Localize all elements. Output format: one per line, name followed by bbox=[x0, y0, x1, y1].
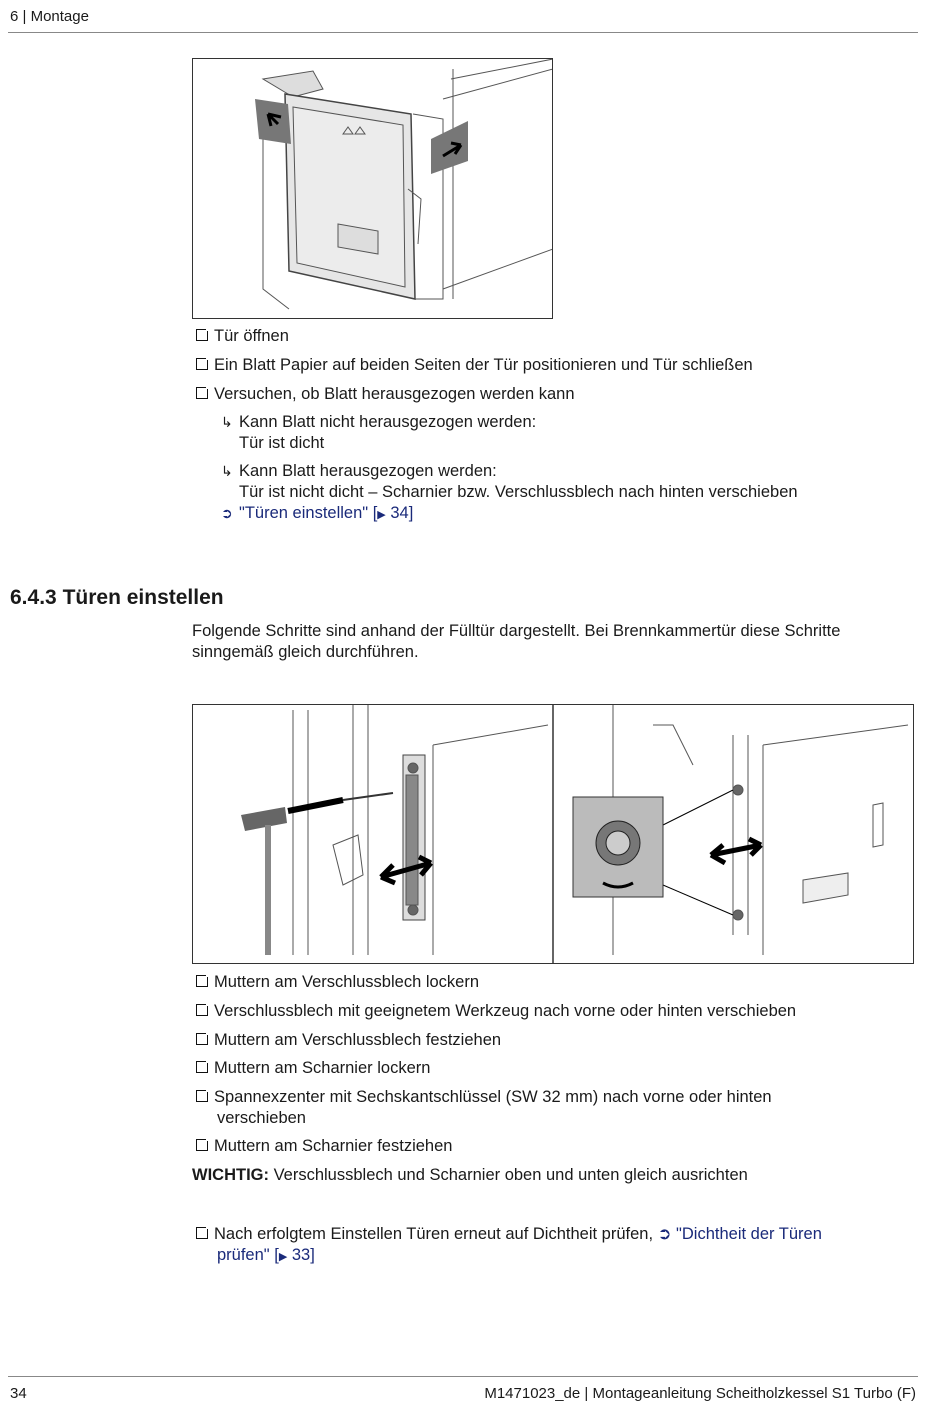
link-dichtheit[interactable]: ➲ "Dichtheit der Türen bbox=[657, 1225, 822, 1243]
checkbox-icon bbox=[196, 387, 208, 399]
result-arrow-icon: ↳ bbox=[221, 414, 233, 430]
checkbox-icon bbox=[196, 358, 208, 370]
step-list-item: Muttern am Verschlussblech lockern bbox=[196, 972, 479, 993]
figure-door-paper-test bbox=[192, 58, 553, 319]
step-list-item: Tür öffnen bbox=[196, 326, 289, 347]
step-list-item: Muttern am Verschlussblech festziehen bbox=[196, 1030, 501, 1051]
step-list-item: Verschlussblech mit geeignetem Werkzeug nach vorne oder hinten verschieben bbox=[196, 1001, 796, 1022]
checkbox-icon bbox=[196, 329, 208, 341]
result-arrow-icon: ↳ bbox=[221, 463, 233, 479]
checkbox-icon bbox=[196, 1033, 208, 1045]
result-item: ↳ Kann Blatt nicht herausgezogen werden: Tür ist dicht bbox=[221, 413, 537, 452]
checkbox-icon bbox=[196, 1061, 208, 1073]
header-rule bbox=[8, 32, 918, 33]
checkbox-icon bbox=[196, 1227, 208, 1239]
step-list-item: Ein Blatt Papier auf beiden Seiten der Tür positionieren und Tür schließen bbox=[196, 355, 753, 376]
footer-rule bbox=[8, 1376, 918, 1377]
link-dichtheit-cont[interactable]: prüfen" [▶ 33] bbox=[217, 1246, 315, 1264]
step-list-item: Nach erfolgtem Einstellen Türen erneut auf Dichtheit prüfen, ➲ "Dichtheit der Türen prüfen" [▶ 33] bbox=[196, 1224, 822, 1268]
step-list-item: Muttern am Scharnier lockern bbox=[196, 1058, 430, 1079]
step-list-item: Muttern am Scharnier festziehen bbox=[196, 1136, 452, 1157]
section-heading: 6.4.3 Türen einstellen bbox=[10, 586, 224, 609]
step-list-item: Versuchen, ob Blatt herausgezogen werden kann bbox=[196, 384, 575, 405]
step-list-item: Spannexzenter mit Sechskantschlüssel (SW 32 mm) nach vorne oder hinten verschieben bbox=[196, 1087, 772, 1129]
figure-door-adjust bbox=[192, 704, 914, 964]
result-item: ↳ Kann Blatt herausgezogen werden: Tür ist nicht dicht – Scharnier bzw. Verschlussblech nach hinten verschieben ➲ "Türen einstellen" [▶ 34] bbox=[221, 462, 798, 522]
page-number: 34 bbox=[10, 1385, 27, 1402]
checkbox-icon bbox=[196, 1004, 208, 1016]
checkbox-icon bbox=[196, 975, 208, 987]
checkbox-icon bbox=[196, 1139, 208, 1151]
link-tueren-einstellen[interactable]: ➲ "Türen einstellen" [▶ 34] bbox=[221, 504, 414, 522]
important-note: WICHTIG: Verschlussblech und Scharnier oben und unten gleich ausrichten bbox=[192, 1166, 748, 1184]
section-intro: Folgende Schritte sind anhand der Fülltür dargestellt. Bei Brennkammertür diese Schritte sinngemäß gleich durchführen. bbox=[192, 622, 841, 661]
footer-doc-title: M1471023_de | Montageanleitung Scheitholzkessel S1 Turbo (F) bbox=[484, 1385, 916, 1402]
page-header: 6 | Montage bbox=[10, 8, 89, 25]
checkbox-icon bbox=[196, 1090, 208, 1102]
